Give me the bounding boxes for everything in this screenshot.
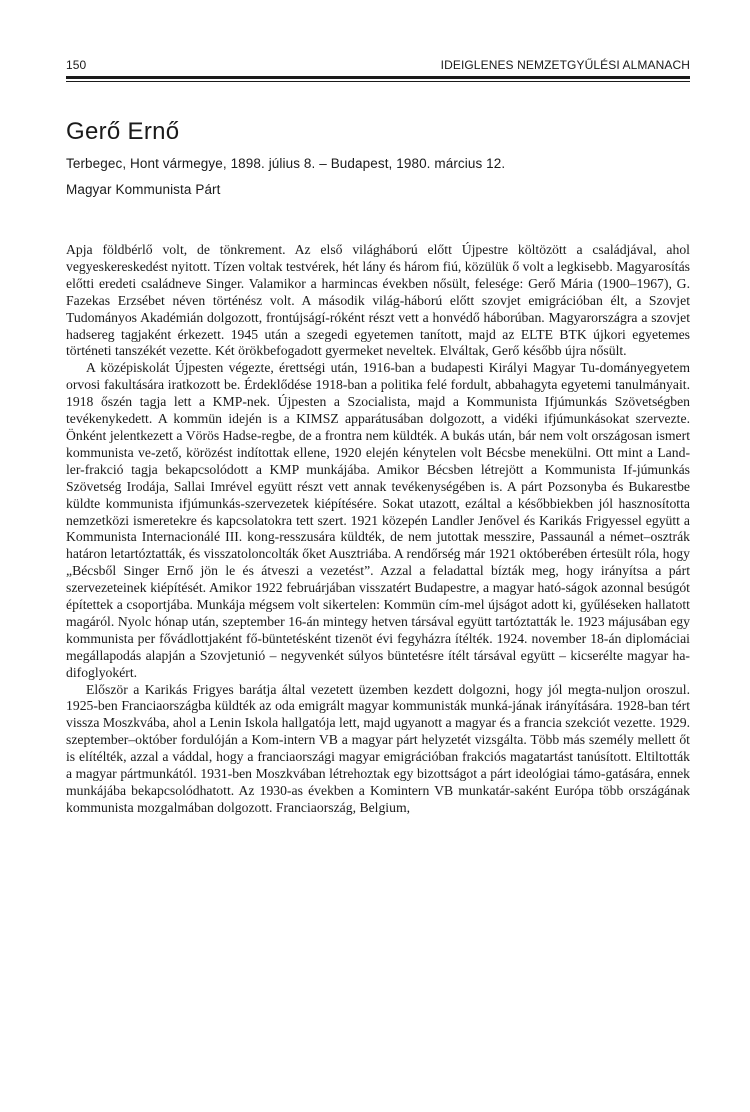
paragraph: Apja földbérlő volt, de tönkrement. Az első világháború előtt Újpestre költözött a családjával, ahol vegyeskereskedést nyitott. Tízen voltak testvérek, hét lány és három fiú, közülük ő volt a legkisebb. Magyarosítás előtti eredeti családneve Singer. Valamikor a harmincas években nősült, felesége: Gerő Mária (1900–1967), G. Fazekas Erzsébet néven történész volt. A második világ-háború előtt szovjet emigrációban élt, a Szovjet Tudományos Akadémián dolgozott, frontújságí-róként részt vett a honvédő háborúban. Magyarországra a szovjet hadsereg tagjaként érkezett. 1945 után a szegedi egyetemen tanított, majd az ELTE BTK újkori egyetemes történeti tanszékét vezette. Két örökbefogadott gyermeket neveltek. Elváltak, Gerő később újra nősült. — [66, 242, 690, 359]
paragraph: A középiskolát Újpesten végezte, érettségi után, 1916-ban a budapesti Királyi Magyar Tu-dományegyetem orvosi fakultására iratkozott be. Érdeklődése 1918-ban a politika felé fordult, abbahagyta egyetemi tanulmányait. 1918 őszén tagja lett a KMP-nek. Újpesten a Szocialista, majd a Kommunista Ifjúmunkás Szövetségben tevékenykedett. A kommün idején is a KIMSZ apparátusában dolgozott, a vidéki ifjúmunkásokat szervezte. Önként jelentkezett a Vörös Hadse-regbe, de a frontra nem küldték. A bukás után, bár nem volt országosan ismert kommunista ve-zető, körözést indítottak ellene, 1920 elején kénytelen volt Bécsbe menekülni. Ott mint a Land-ler-frakció tagja bekapcsolódott a KMP munkájába. Amikor Bécsben létrejött a Kommunista If-júmunkás Szövetség Irodája, Sallai Imrével együtt részt vett annak tevékenységében is. A párt Pozsonyba és Bukarestbe küldte kommunista ifjúmunkás-szervezetek kiépítésére. Sokat utazott, ezáltal a későbbiekben jól hasznosította nemzetközi ismeretekre és kapcsolatokra tett szert. 1921 közepén Landler Jenővel és Karikás Frigyessel együtt a Kommunista Internacionálé III. kong-resszusára küldték, de nem jutottak messzire, Passaunál a német–osztrák határon letartóztatták, és visszatoloncolták őket Ausztriába. A rendőrség már 1921 októberében értesült róla, hogy „Bécsből Singer Ernő jön le és átveszi a vezetést”. Azzal a feladattal bízták meg, hogy irányítsa a párt szervezeteinek kiépítését. Amikor 1922 februárjában visszatért Budapestre, a magyar ható-ságok azonnal besúgót építettek a csoportjába. Munkája mégsem volt sikertelen: Kommün cím-mel újságot adott ki, gyűléseken hallatott magáról. Nyolc hónap után, szeptember 16-án mintegy hetven társával együtt tartóztatták le. 1923 májusában egy kommunista per fővádlottjaként fő-büntetésként tizenöt évi fegyházra ítélték. 1924. november 18-án diplomáciai megállapodás alapján a Szovjetunió – negyvenkét súlyos büntetésre ítélt társával együtt – kicserélte magyar ha-difoglyokért. — [66, 360, 690, 680]
biography-text — [66, 242, 690, 817]
paragraph: Először a Karikás Frigyes barátja által vezetett üzemben kezdett dolgozni, hogy jól megta-nuljon oroszul. 1925-ben Franciaországba küldték az oda emigrált magyar kommunisták munká-jának irányítására. 1928-ban tért vissza Moszkvába, ahol a Lenin Iskola hallgatója lett, majd ugyanott a magyar és a francia szekciót vezette. 1929. szeptember–október fordulóján a Kom-intern VB a magyar párt helyzetét vizsgálta. Több más személy mellett őt is elítélték, azzal a váddal, hogy a franciaországi magyar emigrációban frakciós magatartást tanúsított. Eltiltották a magyar pártmunkától. 1931-ben Moszkvában létrehoztak egy bizottságot a párt ideológiai támo-gatására, ennek munkájába bekapcsolódhatott. Az 1930-as években a Komintern VB munkatár-saként Európa több országának kommunista mozgalmában dolgozott. Franciaország, Belgium, — [66, 681, 690, 815]
running-header — [66, 58, 690, 72]
party-line: Magyar Kommunista Párt — [66, 182, 221, 197]
entry-name: Gerő Ernő — [66, 118, 180, 145]
entry-heading — [66, 118, 690, 208]
running-title: IDEIGLENES NEMZETGYŰLÉSI ALMANACH — [440, 58, 690, 72]
page-number: 150 — [66, 58, 87, 72]
birth-death-line: Terbegec, Hont vármegye, 1898. július 8. – Budapest, 1980. március 12. — [66, 156, 506, 171]
header-rule-thin — [66, 81, 690, 82]
header-rule — [66, 76, 690, 79]
